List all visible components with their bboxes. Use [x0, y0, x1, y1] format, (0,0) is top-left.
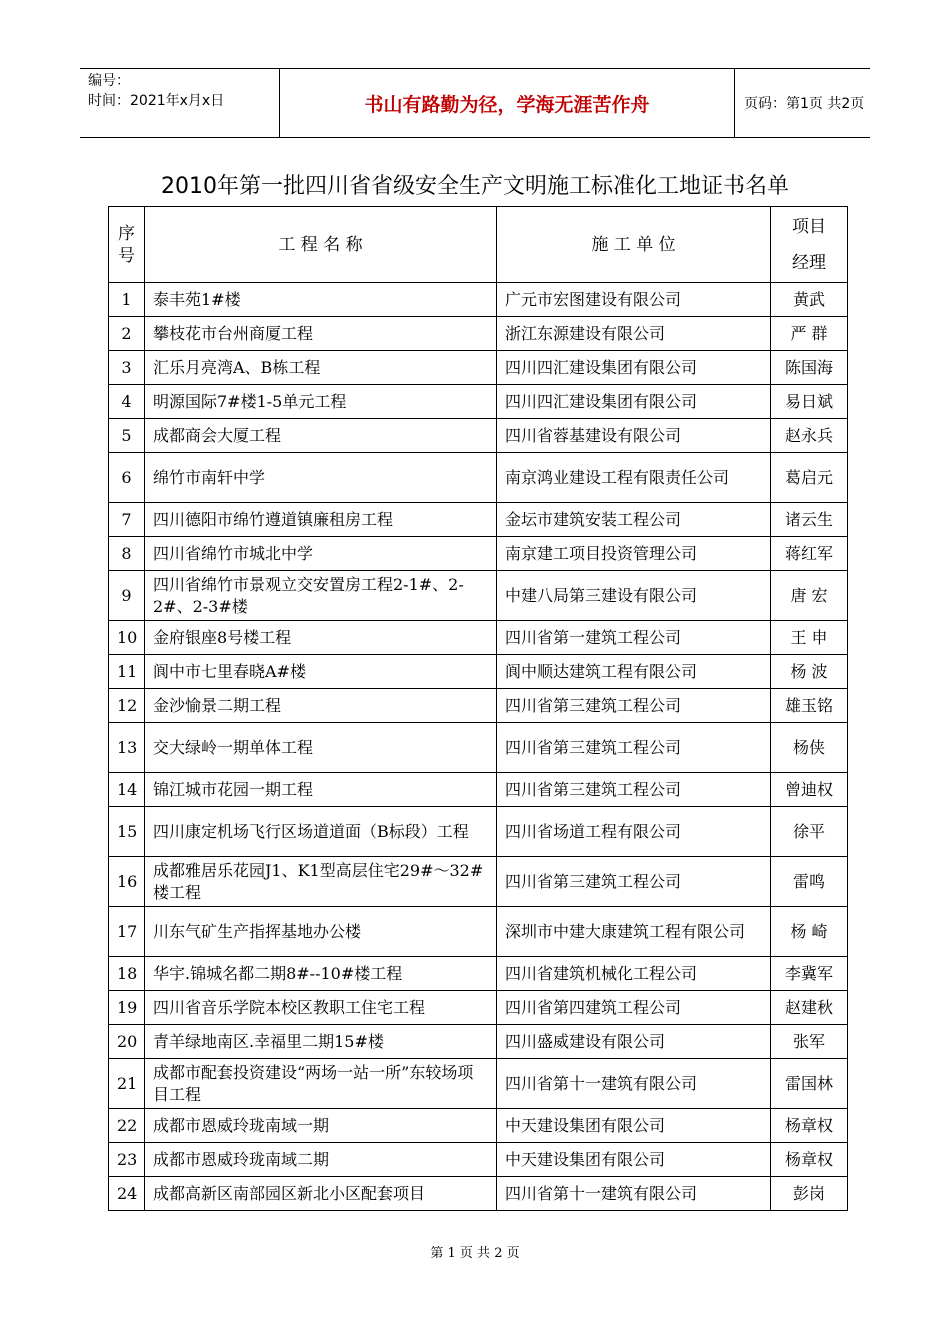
- project-manager: 杨章权: [771, 1109, 848, 1143]
- project-manager: 雷鸣: [771, 857, 848, 907]
- project-manager: 唐 宏: [771, 571, 848, 621]
- project-manager: 葛启元: [771, 453, 848, 503]
- project-manager: 彭岗: [771, 1177, 848, 1211]
- construction-unit: 四川省蓉基建设有限公司: [497, 419, 771, 453]
- certificate-table: [108, 206, 848, 1211]
- table-row: [109, 1109, 848, 1143]
- construction-unit: 四川省第一建筑工程公司: [497, 621, 771, 655]
- row-number: 3: [109, 351, 145, 385]
- construction-unit: 南京建工项目投资管理公司: [497, 537, 771, 571]
- construction-unit: 中建八局第三建设有限公司: [497, 571, 771, 621]
- project-manager: 杨 波: [771, 655, 848, 689]
- project-name: 泰丰苑1#楼: [145, 283, 497, 317]
- table-row: [109, 807, 848, 857]
- construction-unit: 广元市宏图建设有限公司: [497, 283, 771, 317]
- table-row: [109, 723, 848, 773]
- table-row: [109, 351, 848, 385]
- project-name: 四川省绵竹市景观立交安置房工程2-1#、2-2#、2-3#楼: [145, 571, 497, 621]
- construction-unit: 中天建设集团有限公司: [497, 1109, 771, 1143]
- table-row: [109, 957, 848, 991]
- header-unit: 施 工 单 位: [497, 207, 771, 283]
- project-name: 成都市恩威玲珑南域一期: [145, 1109, 497, 1143]
- header-pm: 项目 经理: [771, 207, 848, 283]
- table-row: [109, 991, 848, 1025]
- page-header: [80, 68, 870, 138]
- row-number: 1: [109, 283, 145, 317]
- project-manager: 陈国海: [771, 351, 848, 385]
- project-name: 成都高新区南部园区新北小区配套项目: [145, 1177, 497, 1211]
- construction-unit: 中天建设集团有限公司: [497, 1143, 771, 1177]
- project-manager: 王 申: [771, 621, 848, 655]
- project-name: 金沙愉景二期工程: [145, 689, 497, 723]
- table-row: [109, 689, 848, 723]
- row-number: 20: [109, 1025, 145, 1059]
- row-number: 21: [109, 1059, 145, 1109]
- project-manager: 雷国林: [771, 1059, 848, 1109]
- construction-unit: 四川省第三建筑工程公司: [497, 723, 771, 773]
- table-row: [109, 1025, 848, 1059]
- document-title: 2010年第一批四川省省级安全生产文明施工标准化工地证书名单: [161, 174, 789, 199]
- project-manager: 赵永兵: [771, 419, 848, 453]
- table-row: [109, 1059, 848, 1109]
- row-number: 6: [109, 453, 145, 503]
- project-manager: 诸云生: [771, 503, 848, 537]
- construction-unit: 四川省第三建筑工程公司: [497, 689, 771, 723]
- header-project: 工 程 名 称: [145, 207, 497, 283]
- row-number: 19: [109, 991, 145, 1025]
- table-row: [109, 503, 848, 537]
- row-number: 15: [109, 807, 145, 857]
- time-label: 时间：2021年x月x日: [88, 93, 225, 109]
- table-row: [109, 283, 848, 317]
- project-name: 川东气矿生产指挥基地办公楼: [145, 907, 497, 957]
- page-footer: 第 1 页 共 2 页: [430, 1246, 520, 1261]
- project-name: 四川德阳市绵竹遵道镇廉租房工程: [145, 503, 497, 537]
- row-number: 4: [109, 385, 145, 419]
- project-name: 成都市恩威玲珑南域二期: [145, 1143, 497, 1177]
- row-number: 12: [109, 689, 145, 723]
- project-manager: 曾迪权: [771, 773, 848, 807]
- row-number: 9: [109, 571, 145, 621]
- header-seq: 序 号: [109, 207, 145, 283]
- construction-unit: 四川省场道工程有限公司: [497, 807, 771, 857]
- construction-unit: 四川省第三建筑工程公司: [497, 857, 771, 907]
- row-number: 23: [109, 1143, 145, 1177]
- construction-unit: 四川省第十一建筑有限公司: [497, 1059, 771, 1109]
- project-manager: 杨 崎: [771, 907, 848, 957]
- construction-unit: 四川省第三建筑工程公司: [497, 773, 771, 807]
- project-name: 交大绿岭一期单体工程: [145, 723, 497, 773]
- construction-unit: 四川盛威建设有限公司: [497, 1025, 771, 1059]
- table-row: [109, 419, 848, 453]
- construction-unit: 四川省第十一建筑有限公司: [497, 1177, 771, 1211]
- project-manager: 徐平: [771, 807, 848, 857]
- construction-unit: 南京鸿业建设工程有限责任公司: [497, 453, 771, 503]
- table-row: [109, 317, 848, 351]
- construction-unit: 四川四汇建设集团有限公司: [497, 351, 771, 385]
- project-manager: 雄玉铭: [771, 689, 848, 723]
- project-manager: 严 群: [771, 317, 848, 351]
- table-row: [109, 537, 848, 571]
- row-number: 13: [109, 723, 145, 773]
- page-info: 页码：第1页 共2页: [744, 96, 865, 112]
- project-name: 四川省音乐学院本校区教职工住宅工程: [145, 991, 497, 1025]
- row-number: 22: [109, 1109, 145, 1143]
- construction-unit: 四川省建筑机械化工程公司: [497, 957, 771, 991]
- construction-unit: 深圳市中建大康建筑工程有限公司: [497, 907, 771, 957]
- code-label: 编号：: [88, 73, 130, 89]
- project-name: 攀枝花市台州商厦工程: [145, 317, 497, 351]
- row-number: 17: [109, 907, 145, 957]
- project-name: 青羊绿地南区.幸福里二期15#楼: [145, 1025, 497, 1059]
- table-row: [109, 385, 848, 419]
- project-name: 汇乐月亮湾A、B栋工程: [145, 351, 497, 385]
- construction-unit: 四川省第四建筑工程公司: [497, 991, 771, 1025]
- row-number: 7: [109, 503, 145, 537]
- row-number: 11: [109, 655, 145, 689]
- project-name: 华宇.锦城名都二期8#--10#楼工程: [145, 957, 497, 991]
- table-row: [109, 571, 848, 621]
- project-manager: 张军: [771, 1025, 848, 1059]
- project-manager: 易日斌: [771, 385, 848, 419]
- project-name: 明源国际7#楼1-5单元工程: [145, 385, 497, 419]
- project-name: 锦江城市花园一期工程: [145, 773, 497, 807]
- project-manager: 蒋红军: [771, 537, 848, 571]
- row-number: 10: [109, 621, 145, 655]
- table-header-row: [109, 207, 848, 283]
- motto: 书山有路勤为径，学海无涯苦作舟: [280, 69, 735, 137]
- construction-unit: 四川四汇建设集团有限公司: [497, 385, 771, 419]
- table-row: [109, 1143, 848, 1177]
- project-name: 成都市配套投资建设“两场一站一所”东较场项目工程: [145, 1059, 497, 1109]
- row-number: 2: [109, 317, 145, 351]
- project-name: 金府银座8号楼工程: [145, 621, 497, 655]
- project-manager: 杨侠: [771, 723, 848, 773]
- project-manager: 杨章权: [771, 1143, 848, 1177]
- table-row: [109, 907, 848, 957]
- project-name: 四川省绵竹市城北中学: [145, 537, 497, 571]
- table-row: [109, 655, 848, 689]
- construction-unit: 阆中顺达建筑工程有限公司: [497, 655, 771, 689]
- table-row: [109, 857, 848, 907]
- project-manager: 李冀军: [771, 957, 848, 991]
- project-name: 成都商会大厦工程: [145, 419, 497, 453]
- project-manager: 赵建秋: [771, 991, 848, 1025]
- row-number: 24: [109, 1177, 145, 1211]
- project-name: 绵竹市南轩中学: [145, 453, 497, 503]
- project-name: 阆中市七里春晓A#楼: [145, 655, 497, 689]
- row-number: 14: [109, 773, 145, 807]
- table-row: [109, 773, 848, 807]
- header-meta: [80, 69, 280, 137]
- table-row: [109, 1177, 848, 1211]
- table-row: [109, 621, 848, 655]
- row-number: 8: [109, 537, 145, 571]
- row-number: 5: [109, 419, 145, 453]
- project-name: 四川康定机场飞行区场道道面（B标段）工程: [145, 807, 497, 857]
- table-row: [109, 453, 848, 503]
- row-number: 16: [109, 857, 145, 907]
- row-number: 18: [109, 957, 145, 991]
- construction-unit: 浙江东源建设有限公司: [497, 317, 771, 351]
- project-name: 成都雅居乐花园J1、K1型高层住宅29#～32#楼工程: [145, 857, 497, 907]
- project-manager: 黄武: [771, 283, 848, 317]
- construction-unit: 金坛市建筑安装工程公司: [497, 503, 771, 537]
